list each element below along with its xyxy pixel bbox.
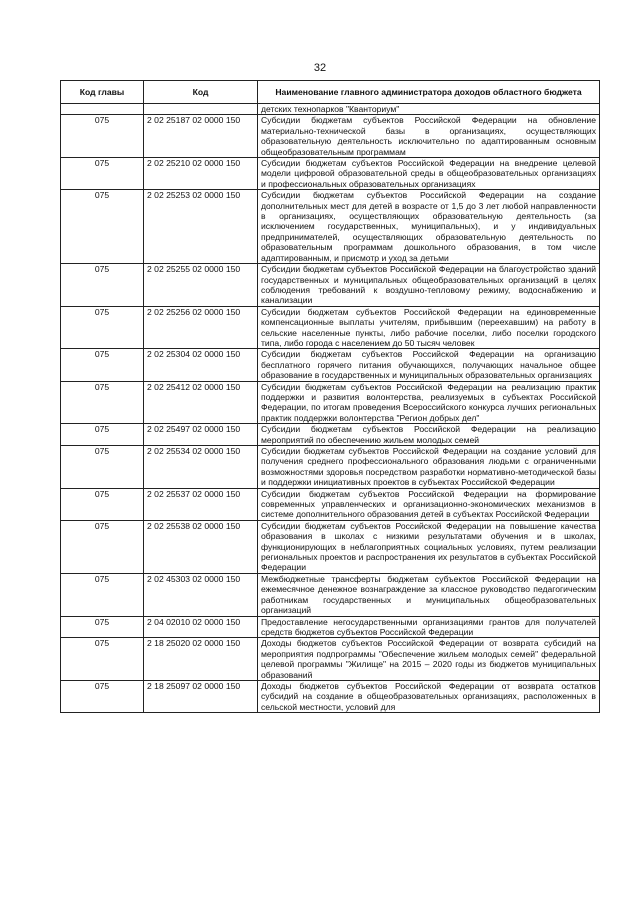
code-cell: 2 02 25210 02 0000 150 bbox=[144, 158, 258, 190]
name-cell: Субсидии бюджетам субъектов Российской Федерации на повышение качества образования в школах с низкими результатами обучения и в школах, функционирующих в неблагоприятных социальных условиях, путем реализации региональных проектов и распространения их результатов в субъектах Российской Федерации bbox=[258, 520, 600, 573]
table-row bbox=[61, 306, 600, 349]
chief-code-cell: 075 bbox=[61, 264, 144, 307]
chief-code-cell: 075 bbox=[61, 381, 144, 424]
code-cell: 2 04 02010 02 0000 150 bbox=[144, 616, 258, 638]
table-row bbox=[61, 264, 600, 307]
name-cell: Доходы бюджетов субъектов Российской Федерации от возврата остатков субсидий на создание в общеобразовательных организациях, расположенных в сельской местности, условий для bbox=[258, 680, 600, 712]
code-cell: 2 02 25538 02 0000 150 bbox=[144, 520, 258, 573]
code-cell: 2 02 45303 02 0000 150 bbox=[144, 573, 258, 616]
chief-code-cell: 075 bbox=[61, 190, 144, 264]
table-row bbox=[61, 115, 600, 158]
code-cell: 2 18 25020 02 0000 150 bbox=[144, 638, 258, 681]
name-cell: Субсидии бюджетам субъектов Российской Федерации на создание дополнительных мест для детей в возрасте от 1,5 до 3 лет любой направленности в организациях, осуществляющих образовательную деятельность (за исключением государственных, муниципальных), и у индивидуальных предпринимателей, осуществляющих образовательную деятельность по образовательным программам дошкольного образования, в том числе адаптированным, и присмотр и уход за детьми bbox=[258, 190, 600, 264]
chief-code-cell: 075 bbox=[61, 680, 144, 712]
code-cell bbox=[144, 104, 258, 115]
table-header-row bbox=[61, 81, 600, 104]
table-row bbox=[61, 638, 600, 681]
code-cell: 2 02 25304 02 0000 150 bbox=[144, 349, 258, 381]
name-cell: Субсидии бюджетам субъектов Российской Федерации на реализацию практик поддержки и развития волонтерства, реализуемых в субъектах Российской Федерации, по итогам проведения Всероссийского конкурса лучших региональных практик поддержки волонтерства "Регион добрых дел" bbox=[258, 381, 600, 424]
code-cell: 2 02 25256 02 0000 150 bbox=[144, 306, 258, 349]
chief-code-cell: 075 bbox=[61, 616, 144, 638]
chief-code-cell: 075 bbox=[61, 158, 144, 190]
code-cell: 2 02 25537 02 0000 150 bbox=[144, 488, 258, 520]
table-row bbox=[61, 104, 600, 115]
code-cell: 2 02 25497 02 0000 150 bbox=[144, 424, 258, 446]
name-cell: Субсидии бюджетам субъектов Российской Федерации на благоустройство зданий государственных и муниципальных общеобразовательных организаций в целях соблюдения требований к воздушно-тепловому режиму, водоснабжению и канализации bbox=[258, 264, 600, 307]
table-row bbox=[61, 573, 600, 616]
header-name: Наименование главного администратора доходов областного бюджета bbox=[258, 81, 600, 104]
header-code: Код bbox=[144, 81, 258, 104]
table-row bbox=[61, 349, 600, 381]
name-cell: Субсидии бюджетам субъектов Российской Федерации на организацию бесплатного горячего питания обучающихся, получающих начальное общее образование в государственных и муниципальных образовательных организациях bbox=[258, 349, 600, 381]
code-cell: 2 02 25255 02 0000 150 bbox=[144, 264, 258, 307]
name-cell: Субсидии бюджетам субъектов Российской Федерации на обновление материально-технической базы в организациях, осуществляющих образовательную деятельность исключительно по адаптированным основным общеобразовательным программам bbox=[258, 115, 600, 158]
chief-code-cell: 075 bbox=[61, 424, 144, 446]
table-row bbox=[61, 424, 600, 446]
chief-code-cell bbox=[61, 104, 144, 115]
table-row bbox=[61, 446, 600, 489]
code-cell: 2 02 25534 02 0000 150 bbox=[144, 446, 258, 489]
code-cell: 2 02 25253 02 0000 150 bbox=[144, 190, 258, 264]
table-row bbox=[61, 381, 600, 424]
header-chief-code: Код главы bbox=[61, 81, 144, 104]
table-row bbox=[61, 520, 600, 573]
name-cell: Субсидии бюджетам субъектов Российской Федерации на реализацию мероприятий по обеспечению жильем молодых семей bbox=[258, 424, 600, 446]
code-cell: 2 18 25097 02 0000 150 bbox=[144, 680, 258, 712]
chief-code-cell: 075 bbox=[61, 115, 144, 158]
page-number: 32 bbox=[313, 62, 327, 74]
name-cell: Субсидии бюджетам субъектов Российской Федерации на формирование современных управленческих и организационно-экономических механизмов в системе дополнительного образования детей в субъектах Российской Федерации bbox=[258, 488, 600, 520]
revenue-admin-table bbox=[60, 80, 600, 713]
chief-code-cell: 075 bbox=[61, 349, 144, 381]
code-cell: 2 02 25412 02 0000 150 bbox=[144, 381, 258, 424]
chief-code-cell: 075 bbox=[61, 446, 144, 489]
name-cell: Субсидии бюджетам субъектов Российской Федерации на создание условий для получения среднего профессионального образования людьми с ограниченными возможностями здоровья посредством разработки нормативно-методической базы и поддержки инициативных проектов в субъектах Российской Федерации bbox=[258, 446, 600, 489]
chief-code-cell: 075 bbox=[61, 573, 144, 616]
table-row bbox=[61, 680, 600, 712]
chief-code-cell: 075 bbox=[61, 306, 144, 349]
table-row bbox=[61, 616, 600, 638]
name-cell: Доходы бюджетов субъектов Российской Федерации от возврата субсидий на мероприятия подпрограммы "Обеспечение жильем молодых семей" федеральной целевой программы "Жилище" на 2015 – 2020 годы из бюджетов муниципальных образований bbox=[258, 638, 600, 681]
chief-code-cell: 075 bbox=[61, 638, 144, 681]
name-cell: детских технопарков "Кванториум" bbox=[258, 104, 600, 115]
table-row bbox=[61, 488, 600, 520]
chief-code-cell: 075 bbox=[61, 520, 144, 573]
name-cell: Межбюджетные трансферты бюджетам субъектов Российской Федерации на ежемесячное денежное вознаграждение за классное руководство педагогическим работникам государственных и муниципальных общеобразовательных организаций bbox=[258, 573, 600, 616]
name-cell: Субсидии бюджетам субъектов Российской Федерации на единовременные компенсационные выплаты учителям, прибывшим (переехавшим) на работу в сельские населенные пункты, либо рабочие поселки, либо поселки городского типа, либо города с населением до 50 тысяч человек bbox=[258, 306, 600, 349]
table-row bbox=[61, 158, 600, 190]
name-cell: Субсидии бюджетам субъектов Российской Федерации на внедрение целевой модели цифровой образовательной среды в общеобразовательных организациях и профессиональных образовательных организациях bbox=[258, 158, 600, 190]
code-cell: 2 02 25187 02 0000 150 bbox=[144, 115, 258, 158]
chief-code-cell: 075 bbox=[61, 488, 144, 520]
table-row bbox=[61, 190, 600, 264]
name-cell: Предоставление негосударственными организациями грантов для получателей средств бюджетов субъектов Российской Федерации bbox=[258, 616, 600, 638]
